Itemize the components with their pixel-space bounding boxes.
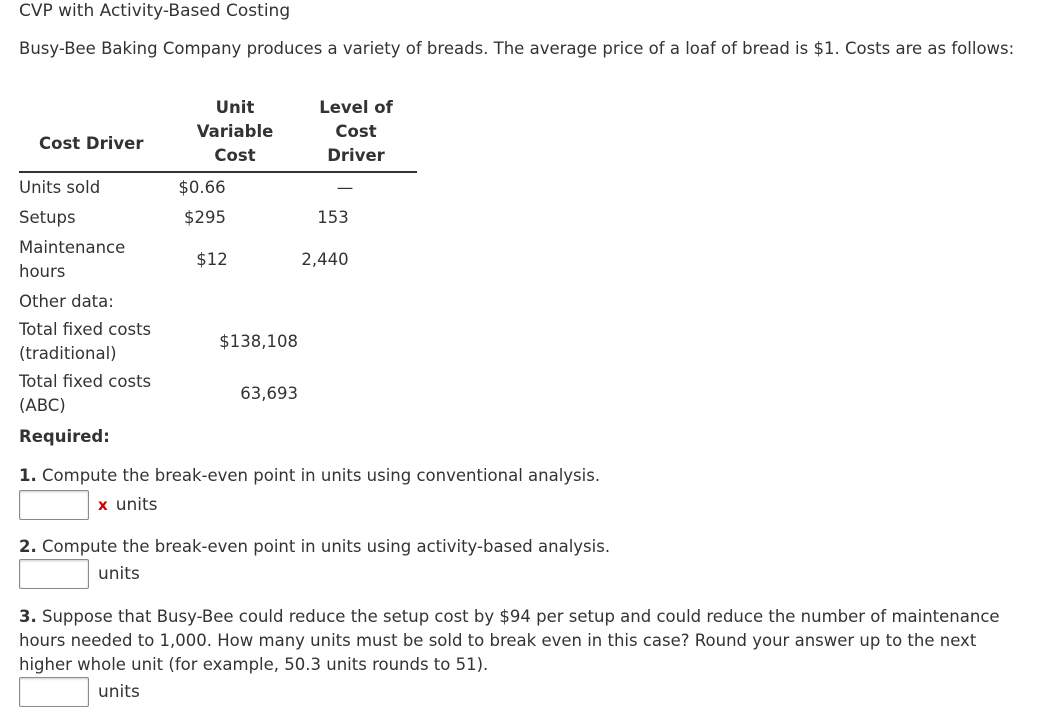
incorrect-x-icon: x	[98, 496, 108, 514]
question-text: Compute the break-even point in units using conventional analysis.	[42, 466, 601, 485]
question-text: Compute the break-even point in units using activity-based analysis.	[42, 537, 611, 556]
unit-label: units	[115, 495, 158, 515]
answer-input-2[interactable]	[19, 559, 89, 589]
header-unit-variable-cost-line: Cost	[214, 146, 256, 165]
row-maintenance-level: 2,440	[301, 250, 349, 269]
row-label-maintenance-hours: Maintenance hours	[19, 238, 126, 281]
unit-label: units	[98, 564, 140, 584]
question-1	[19, 464, 1019, 488]
question-number: 2.	[19, 537, 37, 556]
header-unit-variable-cost-line: Unit	[215, 98, 255, 117]
question-2	[19, 535, 1019, 559]
row-label-units-sold: Units sold	[19, 178, 101, 197]
answer-row-3	[19, 677, 140, 707]
header-unit-variable-cost-line: Variable	[196, 122, 274, 141]
intro-paragraph: Busy-Bee Baking Company produces a variety of breads. The average price of a loaf of bread is $1. Costs are as follows:	[19, 39, 1015, 58]
question-text: Suppose that Busy-Bee could reduce the setup cost by $94 per setup and could reduce the number of maintenance hours needed to 1,000. How many units must be sold to break even in this case? Round your answer up to the next higher whole unit (for example, 50.3 units rounds to 51).	[19, 607, 1000, 674]
other-data-value-abc: 63,693	[240, 384, 298, 403]
question-3	[19, 605, 1009, 677]
row-units-sold-level: —	[336, 178, 354, 197]
other-data-label-abc: Total fixed costs (ABC)	[19, 372, 152, 415]
other-data-label: Other data:	[19, 292, 114, 311]
answer-input-3[interactable]	[19, 677, 89, 707]
page-title: CVP with Activity-Based Costing	[19, 1, 291, 21]
row-units-sold-unit-cost: $0.66	[178, 178, 226, 197]
header-cost-driver: Cost Driver	[39, 134, 144, 153]
header-level-line: Driver	[327, 146, 385, 165]
answer-input-1[interactable]	[19, 490, 89, 520]
header-level-of-cost-driver	[300, 96, 412, 168]
row-label-setups: Setups	[19, 208, 76, 227]
row-maintenance-unit-cost: $12	[196, 250, 228, 269]
other-data-label-traditional: Total fixed costs (traditional)	[19, 320, 152, 363]
unit-label: units	[98, 682, 140, 702]
row-setups-level: 153	[317, 208, 349, 227]
row-setups-unit-cost: $295	[184, 208, 226, 227]
question-number: 1.	[19, 466, 37, 485]
header-level-line: Level of	[319, 98, 393, 117]
question-number: 3.	[19, 607, 37, 626]
header-level-line: Cost	[335, 122, 377, 141]
answer-row-2	[19, 559, 140, 589]
required-label: Required:	[19, 427, 110, 446]
answer-row-1	[19, 490, 157, 520]
other-data-value-traditional: $138,108	[219, 332, 298, 351]
table-header-rule	[19, 171, 417, 173]
header-unit-variable-cost	[180, 96, 290, 168]
